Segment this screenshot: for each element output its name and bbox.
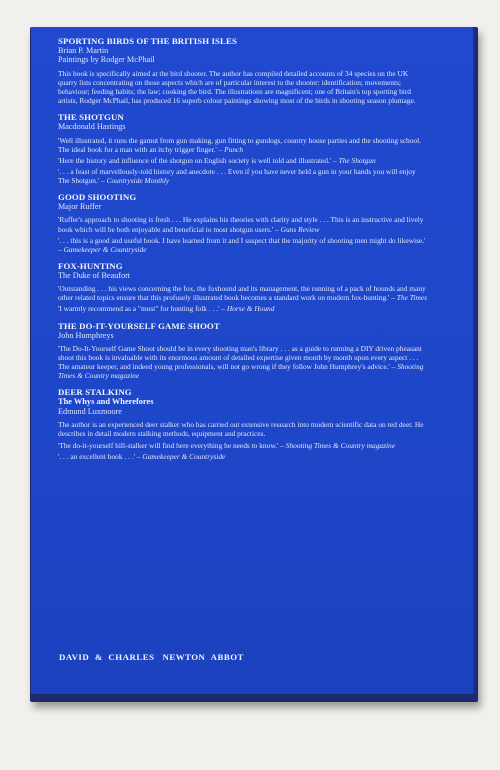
- review-source: Gamekeeper & Countryside: [63, 244, 147, 254]
- book-author: Macdonald Hastings: [58, 122, 126, 132]
- book-entry: [58, 112, 428, 185]
- book-entry: [58, 261, 428, 314]
- book-title: DEER STALKING: [58, 387, 132, 398]
- review-source: The Shotgun: [338, 155, 376, 165]
- book-author: Brian P. Martin: [58, 46, 109, 55]
- review-source: Horse & Hound: [226, 304, 275, 314]
- book-author: Edmund Luxmoore: [58, 406, 122, 416]
- book-subtitle: The Whys and Wherefores: [58, 397, 154, 407]
- review-source: Guns Review: [280, 224, 320, 234]
- review-source: The Times: [396, 293, 427, 303]
- review-quote: '. . . a feast of marvellously-told history and anecdote . . . Even if you have never held a gun in your hands you will enjoy The Shotgun.' – Countryside Monthly: [58, 166, 416, 185]
- book-entry: [58, 321, 428, 381]
- review-quote: 'I warmly recommend as a "must" for hunting folk . . .' – Horse & Hound: [58, 304, 275, 314]
- book-title: THE SHOTGUN: [58, 112, 124, 123]
- review-quote: 'Well illustrated, it runs the gamut from gun making, gun fitting to gundogs, country house parties and the shooting school. The ideal book for a man with an itchy trigger finger.' – Punch: [58, 135, 422, 154]
- book-description: This book is specifically aimed at the bird shooter. The author has compiled detailed accounts of 34 species on the UK quarry lists concentrating on those aspects which are of particular interest to the shooter: identification; movements; behaviour; feeding habits; the law; cooking the bird. The illustrations are magnificent; one of Britain's top sporting bird artists, Rodger McPhail, has produced 16 superb colour paintings showing most of the birds in shooting season plumage.: [58, 68, 416, 106]
- review-quote: 'Here the history and influence of the shotgun on English society is well told and illustrated.' – The Shotgun: [58, 155, 376, 165]
- book-description: The author is an experienced deer stalker who has carried out extensive research into modern scientific data on red deer. He describes in detail modern stalking methods, equipment and practices.: [58, 420, 424, 439]
- book-author: Major Ruffer: [58, 202, 102, 212]
- review-quote: 'Outstanding . . . his views concerning the fox, the foxhound and its management, the running of a pack of hounds and many other related topics ensure that this profusely illustrated book becomes a standard work on modern fox-hunting.' – The Times: [58, 284, 427, 303]
- review-quote: 'Ruffer's approach to shooting is fresh . . . He explains his theories with clarity and style . . . This is an instructive and lively book which will be both enjoyable and beneficial to most shotgun users.' – Guns Review: [58, 215, 424, 234]
- book-entry: [58, 387, 428, 460]
- review-source: Gamekeeper & Countryside: [142, 451, 226, 461]
- review-quote: 'The do-it-yourself hill-stalker will find here everything he needs to know.' – Shooting Times & Country magazine: [58, 440, 395, 450]
- review-source: Shooting Times & Country magazine: [285, 440, 395, 450]
- publisher-name: DAVID & CHARLES: [59, 652, 155, 662]
- book-entry: [58, 36, 428, 105]
- publisher-place: NEWTON ABBOT: [162, 652, 244, 662]
- book-title: GOOD SHOOTING: [58, 192, 137, 203]
- book-title: THE DO-IT-YOURSELF GAME SHOOT: [58, 320, 220, 331]
- review-source: Punch: [224, 144, 244, 154]
- book-title: SPORTING BIRDS OF THE BRITISH ISLES: [58, 36, 237, 46]
- review-quote: 'The Do-It-Yourself Game Shoot should be in every shooting man's library . . . as a guide to running a DIY driven pheasant shoot this book is invaluable with its enormous amount of detailed expertise given month by month upon every aspect . . . The amateur keeper, and indeed young professionals, will not go wrong if they follow John Humphrey's advice.' – Shooting Times & Country magazine: [58, 343, 424, 381]
- review-quote: '. . . this is a good and useful book. I have learned from it and I suspect that the majority of shooting men might do likewise.' – Gamekeeper & Countryside: [58, 235, 426, 254]
- book-author: The Duke of Beaufort: [58, 270, 131, 280]
- review-source: Countryside Monthly: [106, 175, 170, 185]
- cover-text-column: [58, 36, 428, 463]
- review-source: Shooting Times & Country magazine: [58, 362, 424, 381]
- publisher-imprint: [59, 652, 244, 662]
- book-author: John Humphreys: [58, 330, 114, 340]
- book-illustrator: Paintings by Rodger McPhail: [58, 55, 155, 65]
- book-entry: [58, 192, 428, 254]
- review-quote: '. . . an excellent book . . .' – Gamekeeper & Countryside: [58, 451, 226, 461]
- book-title: FOX-HUNTING: [58, 260, 123, 271]
